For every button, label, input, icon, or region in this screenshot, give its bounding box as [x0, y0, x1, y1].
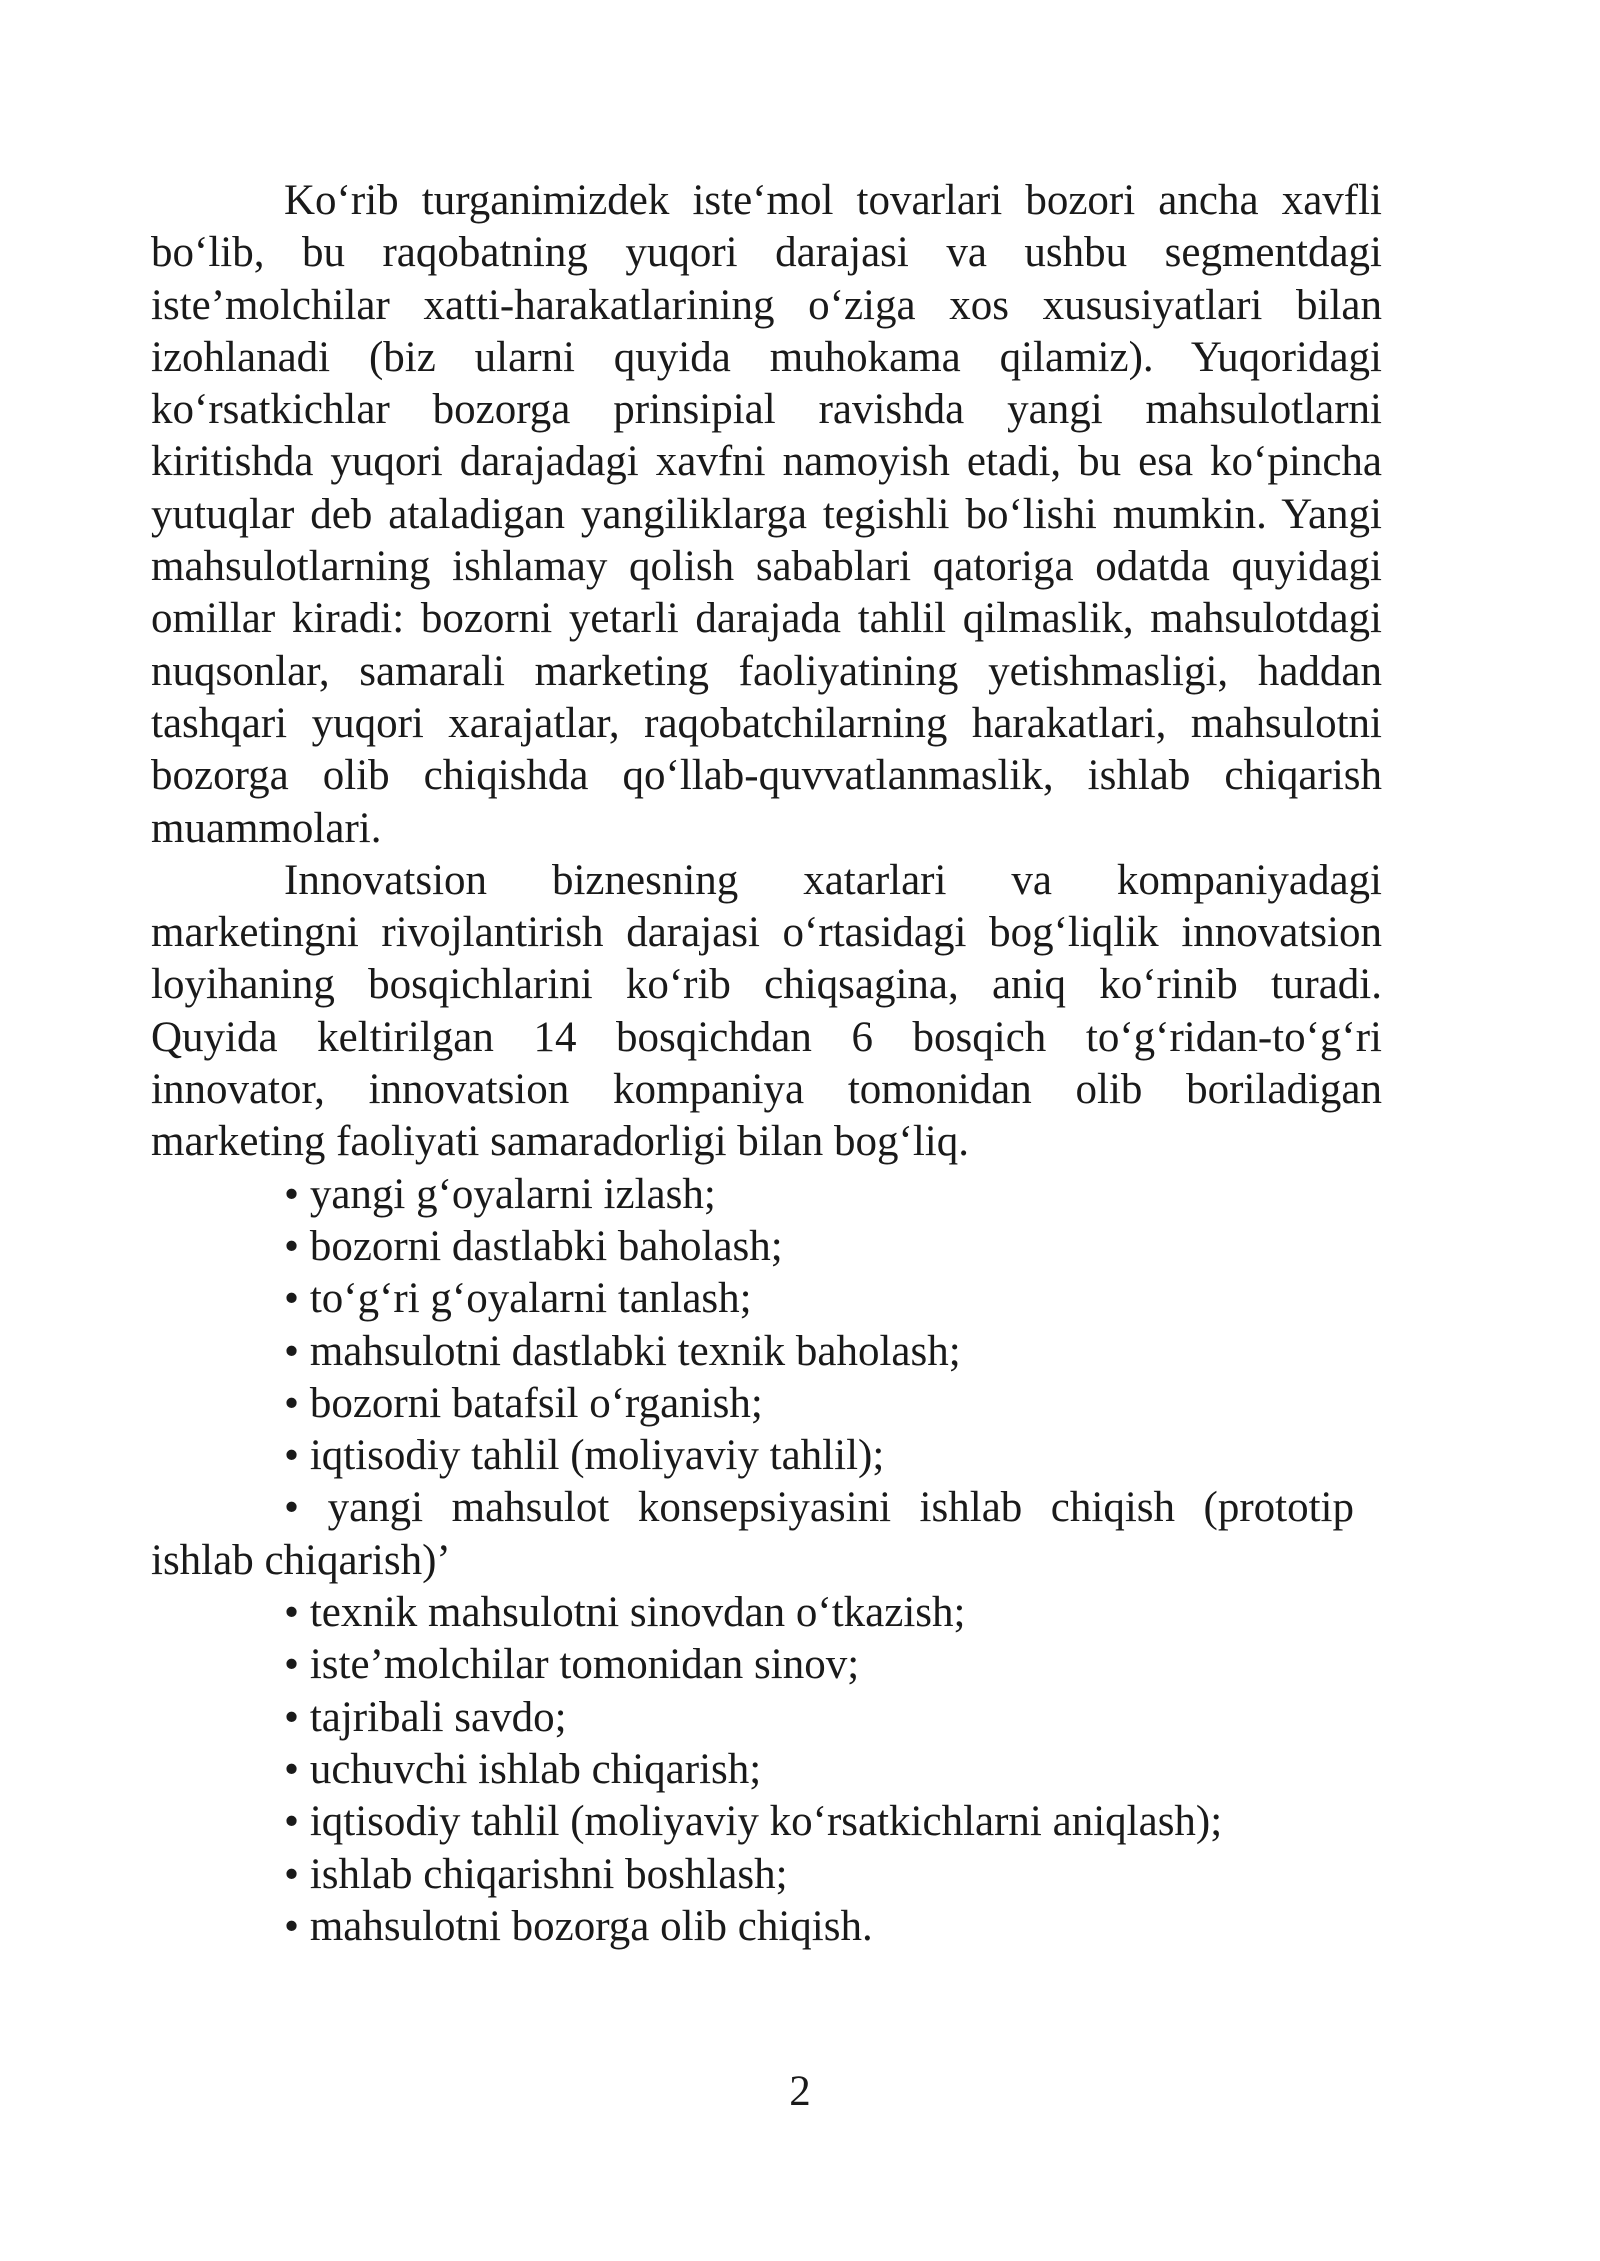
bullet-marker: •	[284, 1641, 300, 1689]
bullet-marker: •	[284, 1745, 300, 1793]
list-item	[151, 1221, 1382, 1273]
bullet-marker: •	[284, 1432, 300, 1480]
list-item-text: yangi mahsulot konsepsiyasini ishlab chiqish (prototip ishlab chiqarish)’	[151, 1484, 1355, 1584]
list-item	[151, 1326, 1382, 1378]
list-item-text: mahsulotni dastlabki texnik baholash;	[309, 1327, 961, 1375]
bullet-marker: •	[284, 1222, 300, 1270]
list-item-text: to‘g‘ri g‘oyalarni tanlash;	[309, 1275, 752, 1323]
list-item	[151, 1430, 1382, 1482]
bullet-marker: •	[284, 1798, 300, 1846]
bullet-marker: •	[284, 1484, 300, 1532]
bullet-marker: •	[284, 1693, 300, 1741]
list-item-text: mahsulotni bozorga olib chiqish.	[309, 1902, 873, 1950]
list-item-text: iste’molchilar tomonidan sinov;	[309, 1641, 860, 1689]
paragraph-consumer-market-risk: Ko‘rib turganimizdek iste‘mol tovarlari bozori ancha xavfli bo‘lib, bu raqobatning yuqori darajasi va ushbu segmentdagi iste’molchilar xatti-harakatlarining o‘ziga xos xususiyatlari bilan izohlanadi (biz ularni quyida muhokama qilamiz). Yuqoridagi ko‘rsatkichlar bozorga prinsipial ravishda yangi mahsulotlarni kiritishda yuqori darajadagi xavfni namoyish etadi, bu esa ko‘pincha yutuqlar deb ataladigan yangiliklarga tegishli bo‘lishi mumkin. Yangi mahsulotlarning ishlamay qolish sabablari qatoriga odatda quyidagi omillar kiradi: bozorni yetarli darajada tahlil qilmaslik, mahsulotdagi nuqsonlar, samarali marketing faoliyatining yetishmasligi, haddan tashqari yuqori xarajatlar, raqobatchilarning harakatlari, mahsulotni bozorga olib chiqishda qo‘llab-quvvatlanmaslik, ishlab chiqarish muammolari.	[151, 177, 1382, 852]
list-item-text: iqtisodiy tahlil (moliyaviy ko‘rsatkichlarni aniqlash);	[309, 1798, 1223, 1846]
list-item	[151, 1692, 1382, 1744]
page-number: 2	[789, 2068, 811, 2115]
list-item-text: texnik mahsulotni sinovdan o‘tkazish;	[309, 1589, 966, 1637]
list-item-text: bozorni dastlabki baholash;	[309, 1222, 783, 1270]
list-item	[151, 1796, 1382, 1848]
list-item-text: tajribali savdo;	[309, 1693, 567, 1741]
bullet-marker: •	[284, 1379, 300, 1427]
list-item	[151, 1482, 1382, 1587]
list-item	[151, 1849, 1382, 1901]
paragraph-innovation-marketing: Innovatsion biznesning xatarlari va kompaniyadagi marketingni rivojlantirish darajasi o‘rtasidagi bog‘liqlik innovatsion loyihaning bosqichlarini ko‘rib chiqsagina, aniq ko‘rinib turadi. Quyida keltirilgan 14 bosqichdan 6 bosqich to‘g‘ridan-to‘g‘ri innovator, innovatsion kompaniya tomonidan olib boriladigan marketing faoliyati samaradorligi bilan bog‘liq.	[151, 856, 1382, 1166]
list-item	[151, 1378, 1382, 1430]
list-item-text: yangi g‘oyalarni izlash;	[309, 1170, 716, 1218]
page-content	[151, 175, 1382, 1953]
list-item	[151, 1639, 1382, 1691]
list-item-text: ishlab chiqarishni boshlash;	[309, 1850, 788, 1898]
list-item-text: bozorni batafsil o‘rganish;	[309, 1379, 763, 1427]
list-item-text: iqtisodiy tahlil (moliyaviy tahlil);	[309, 1432, 885, 1480]
bullet-marker: •	[284, 1170, 300, 1218]
list-item	[151, 1273, 1382, 1325]
bullet-marker: •	[284, 1327, 300, 1375]
list-item	[151, 1587, 1382, 1639]
list-item	[151, 1744, 1382, 1796]
list-item	[151, 1169, 1382, 1221]
bullet-marker: •	[284, 1589, 300, 1637]
bullet-marker: •	[284, 1275, 300, 1323]
list-item	[151, 1901, 1382, 1953]
innovation-stages-list	[151, 1169, 1382, 1953]
bullet-marker: •	[284, 1902, 300, 1950]
list-item-text: uchuvchi ishlab chiqarish;	[309, 1745, 762, 1793]
bullet-marker: •	[284, 1850, 300, 1898]
